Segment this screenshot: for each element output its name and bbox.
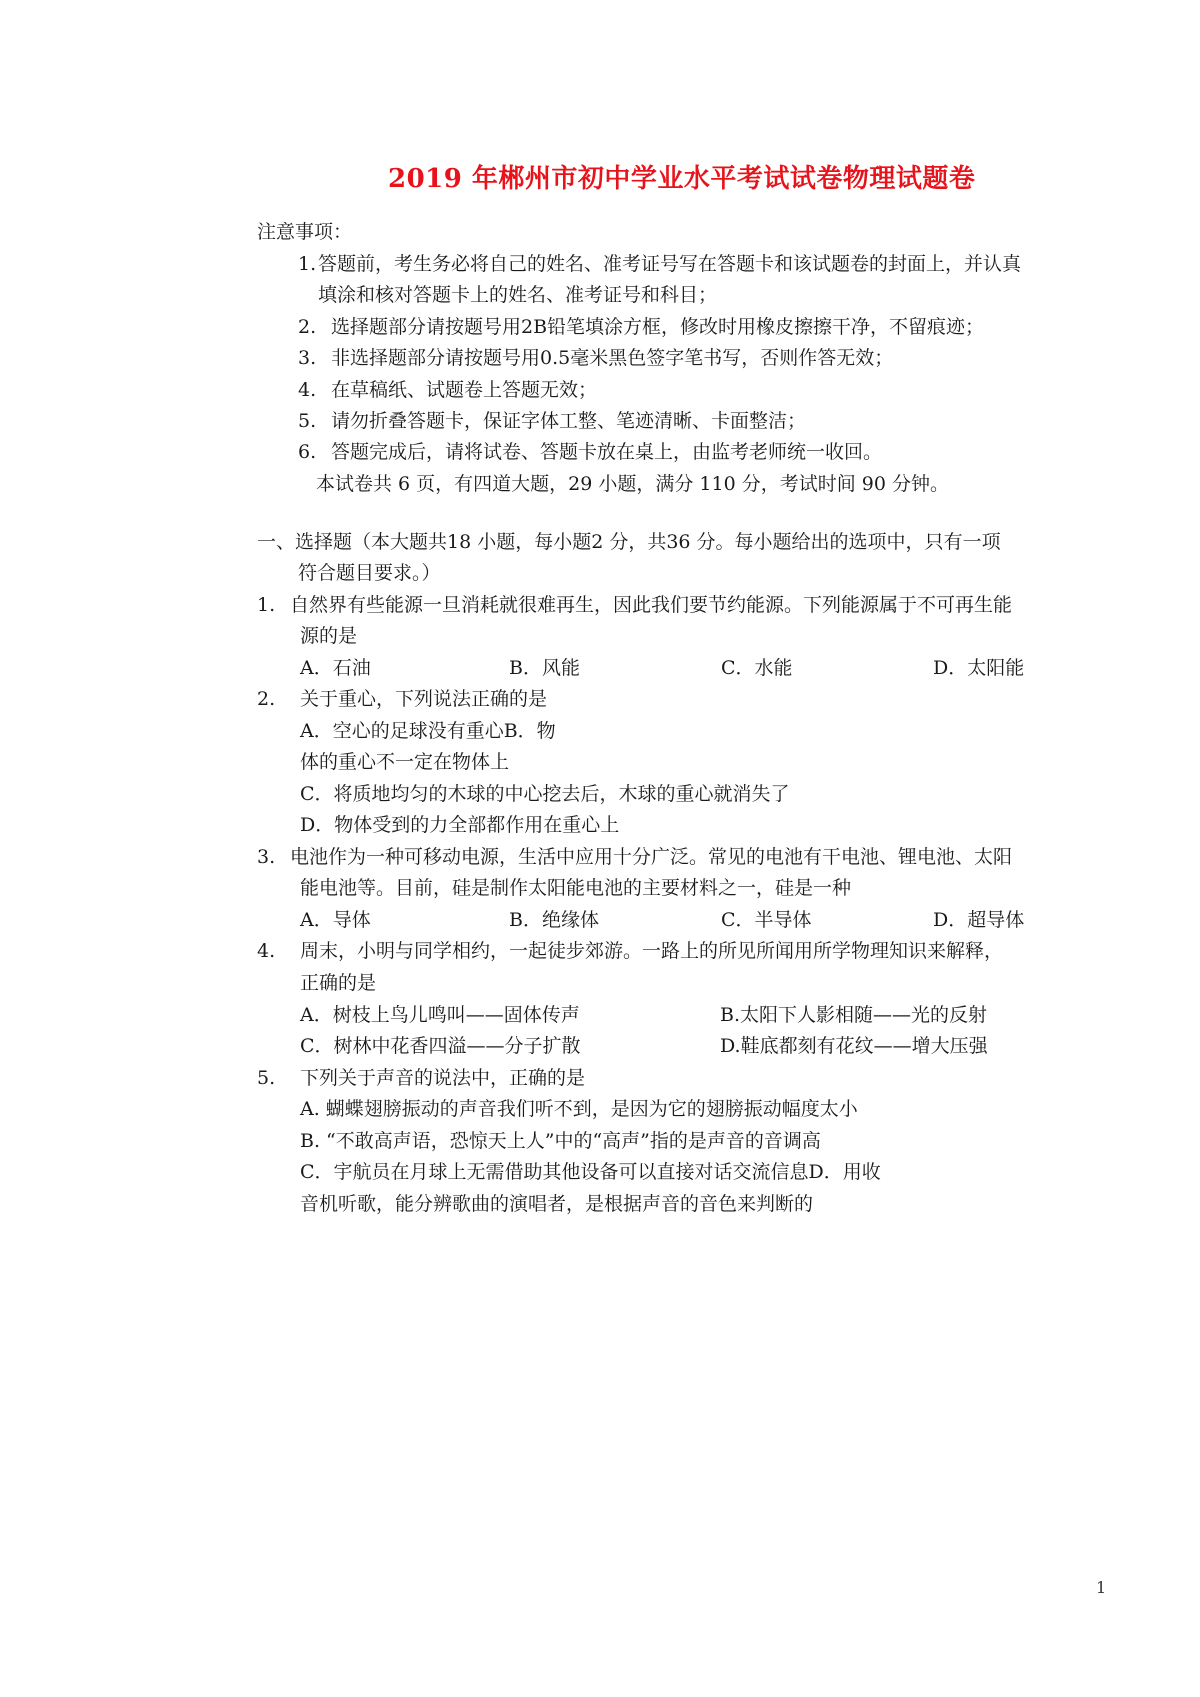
option-d: D．太阳能 [933,657,1025,679]
notice-item-text: 答题完成后，请将试卷、答题卡放在桌上，由监考老师统一收回。 [331,441,883,463]
option-c: C．将质地均匀的木球的中心挖去后，木球的重心就消失了 [300,783,790,805]
question-stem: 周末，小明与同学相约，一起徒步郊游。一路上的所见所闻用所学物理知识来解释， [300,940,1004,962]
notice-item-text: 非选择题部分请按题号用0.5毫米黑色签字笔书写，否则作答无效； [331,347,894,369]
notice-item-text: 选择题部分请按题号用2B铅笔填涂方框，修改时用橡皮擦擦干净，不留痕迹； [331,316,985,338]
notice-item-text: 答题前，考生务必将自己的姓名、准考证号写在答题卡和该试题卷的封面上，并认真 [318,253,1022,275]
question-stem: 电池作为一种可移动电源，生活中应用十分广泛。常见的电池有干电池、锂电池、太阳 [290,846,1013,868]
notice-item-number: 6. [298,441,317,463]
page-number: 1 [1096,1578,1107,1597]
option-line: 音机听歌，能分辨歌曲的演唱者，是根据声音的音色来判断的 [300,1193,814,1215]
option-a: A．导体 [300,909,371,931]
question-stem: 关于重心，下列说法正确的是 [300,688,548,710]
notice-item-number: 2. [298,316,317,338]
section-heading: 符合题目要求。） [298,562,441,584]
question-number: 5. [257,1067,276,1089]
question-stem: 源的是 [300,625,358,647]
question-number: 4. [257,940,276,962]
notice-item-number: 1. [298,253,317,275]
question-stem: 能电池等。目前，硅是制作太阳能电池的主要材料之一，硅是一种 [300,877,852,899]
notice-summary: 本试卷共 6 页，有四道大题，29 小题，满分 110 分，考试时间 90 分钟。 [316,473,949,495]
option-b: B．风能 [509,657,580,679]
question-number: 3. [257,846,276,868]
option-d: D．物体受到的力全部都作用在重心上 [300,814,620,836]
option-a: A．树枝上鸟儿鸣叫——固体传声 [300,1004,580,1026]
section-heading: 一、选择题（本大题共18 小题，每小题2 分，共36 分。每小题给出的选项中，只有一项 [257,531,1001,553]
question-stem: 自然界有些能源一旦消耗就很难再生，因此我们要节约能源。下列能源属于不可再生能 [290,594,1013,616]
option-a: A. 蝴蝶翅膀振动的声音我们听不到，是因为它的翅膀振动幅度太小 [300,1098,858,1120]
question-number: 1. [257,594,276,616]
notice-item-number: 3. [298,347,317,369]
notice-heading: 注意事项： [257,221,353,243]
option-c: C．水能 [721,657,793,679]
option-b: B. “不敢高声语，恐惊天上人”中的“高声”指的是声音的音调高 [300,1130,821,1152]
option-line: C．宇航员在月球上无需借助其他设备可以直接对话交流信息D．用收 [300,1161,881,1183]
notice-item-text: 请勿折叠答题卡，保证字体工整、笔迹清晰、卡面整洁； [331,410,807,432]
question-number: 2. [257,688,276,710]
notice-item-number: 4. [298,379,317,401]
option-b: B.太阳下人影相随——光的反射 [720,1004,988,1026]
option-b: B．绝缘体 [509,909,599,931]
notice-item-text: 填涂和核对答题卡上的姓名、准考证号和科目； [318,284,718,306]
option-line: 体的重心不一定在物体上 [300,751,510,773]
notice-item-number: 5. [298,410,317,432]
option-c: C．半导体 [721,909,812,931]
option-d: D.鞋底都刻有花纹——增大压强 [720,1035,988,1057]
option-a: A．石油 [300,657,371,679]
option-d: D．超导体 [933,909,1025,931]
page-title: 2019 年郴州市初中学业水平考试试卷物理试题卷 [388,164,976,194]
option-c: C．树林中花香四溢——分子扩散 [300,1035,581,1057]
option-line: A．空心的足球没有重心B．物 [300,720,556,742]
question-stem: 下列关于声音的说法中，正确的是 [300,1067,586,1089]
notice-item-text: 在草稿纸、试题卷上答题无效； [331,379,598,401]
question-stem: 正确的是 [300,972,377,994]
